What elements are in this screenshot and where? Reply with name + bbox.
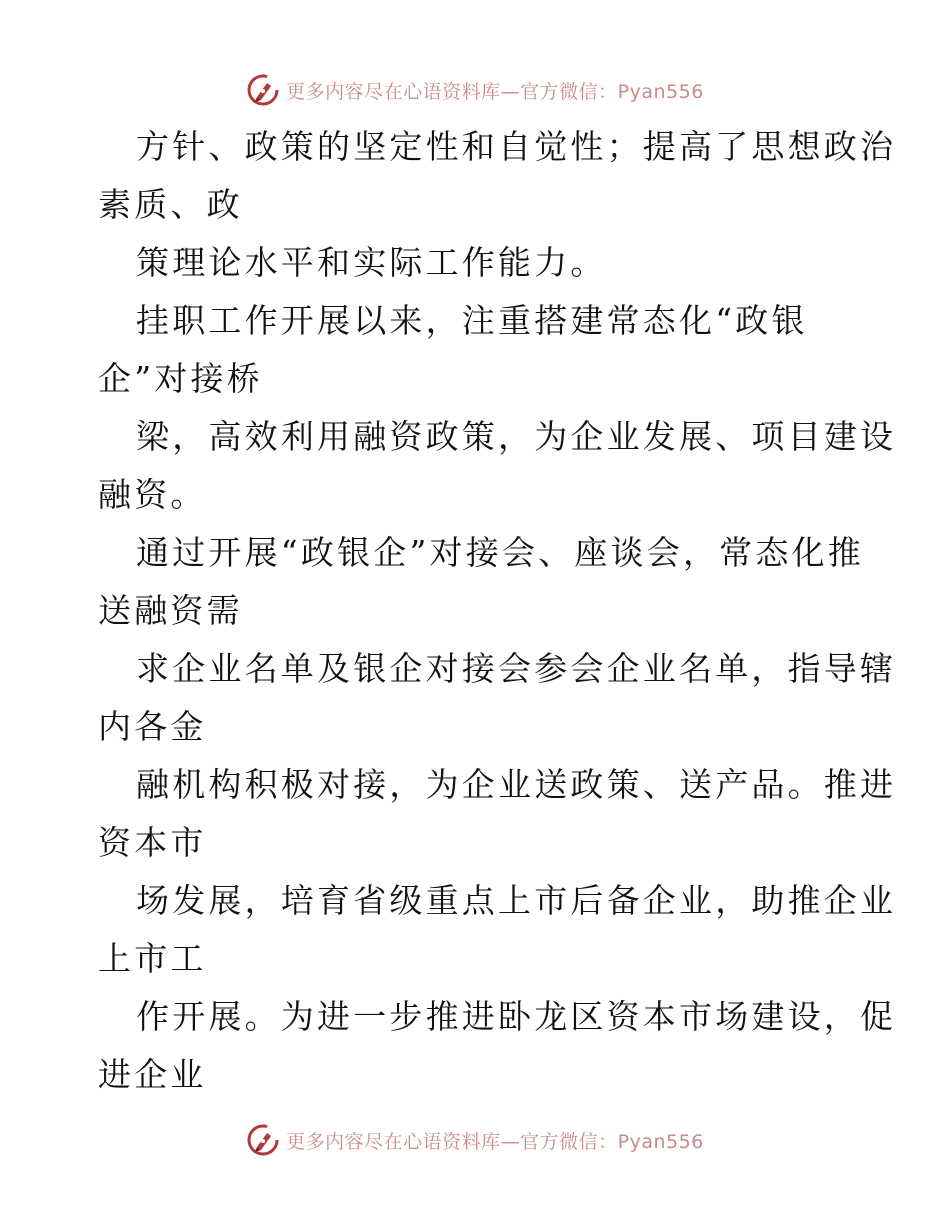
paragraph-line: 送融资需 — [98, 591, 243, 630]
paragraph — [98, 408, 897, 524]
paragraph-line: 融机构积极对接，为企业送政策、送产品。推进 — [136, 765, 897, 804]
paragraph-line: 进企业 — [98, 1055, 207, 1094]
paragraph-line: 素质、政 — [98, 185, 243, 224]
paragraph — [98, 524, 864, 640]
paragraph-line: 策理论水平和实际工作能力。 — [136, 243, 607, 282]
paragraph-line: 挂职工作开展以来，注重搭建常态化“政银 — [136, 301, 808, 340]
paragraph-line: 融资。 — [98, 475, 207, 514]
paragraph — [98, 756, 897, 872]
paragraph — [98, 234, 858, 292]
paragraph-line: 内各金 — [98, 707, 207, 746]
footer-banner — [0, 1120, 950, 1160]
paragraph-line: 企”对接桥 — [98, 359, 263, 398]
paragraph-line: 方针、政策的坚定性和自觉性；提高了思想政治 — [136, 127, 897, 166]
paragraph — [98, 118, 897, 234]
footer-banner-text: 更多内容尽在心语资料库—官方微信：Pyan556 — [286, 1130, 704, 1153]
paragraph — [98, 988, 897, 1104]
paragraph-line: 上市工 — [98, 939, 207, 978]
paragraph-line: 求企业名单及银企对接会参会企业名单，指导辖 — [136, 649, 897, 688]
paragraph-line: 梁，高效利用融资政策，为企业发展、项目建设 — [136, 417, 897, 456]
header-banner — [0, 70, 950, 110]
paragraph-line: 资本市 — [98, 823, 207, 862]
paragraph — [98, 872, 897, 988]
pen-nib-logo-icon — [246, 73, 280, 107]
pen-nib-logo-icon — [246, 1123, 280, 1157]
paragraph-line: 作开展。为进一步推进卧龙区资本市场建设，促 — [136, 997, 897, 1036]
paragraph-line: 通过开展“政银企”对接会、座谈会，常态化推 — [136, 533, 864, 572]
paragraph — [98, 292, 858, 408]
document-body — [98, 118, 897, 1104]
header-banner-text: 更多内容尽在心语资料库—官方微信：Pyan556 — [286, 80, 704, 103]
paragraph-line: 场发展，培育省级重点上市后备企业，助推企业 — [136, 881, 897, 920]
paragraph — [98, 640, 897, 756]
